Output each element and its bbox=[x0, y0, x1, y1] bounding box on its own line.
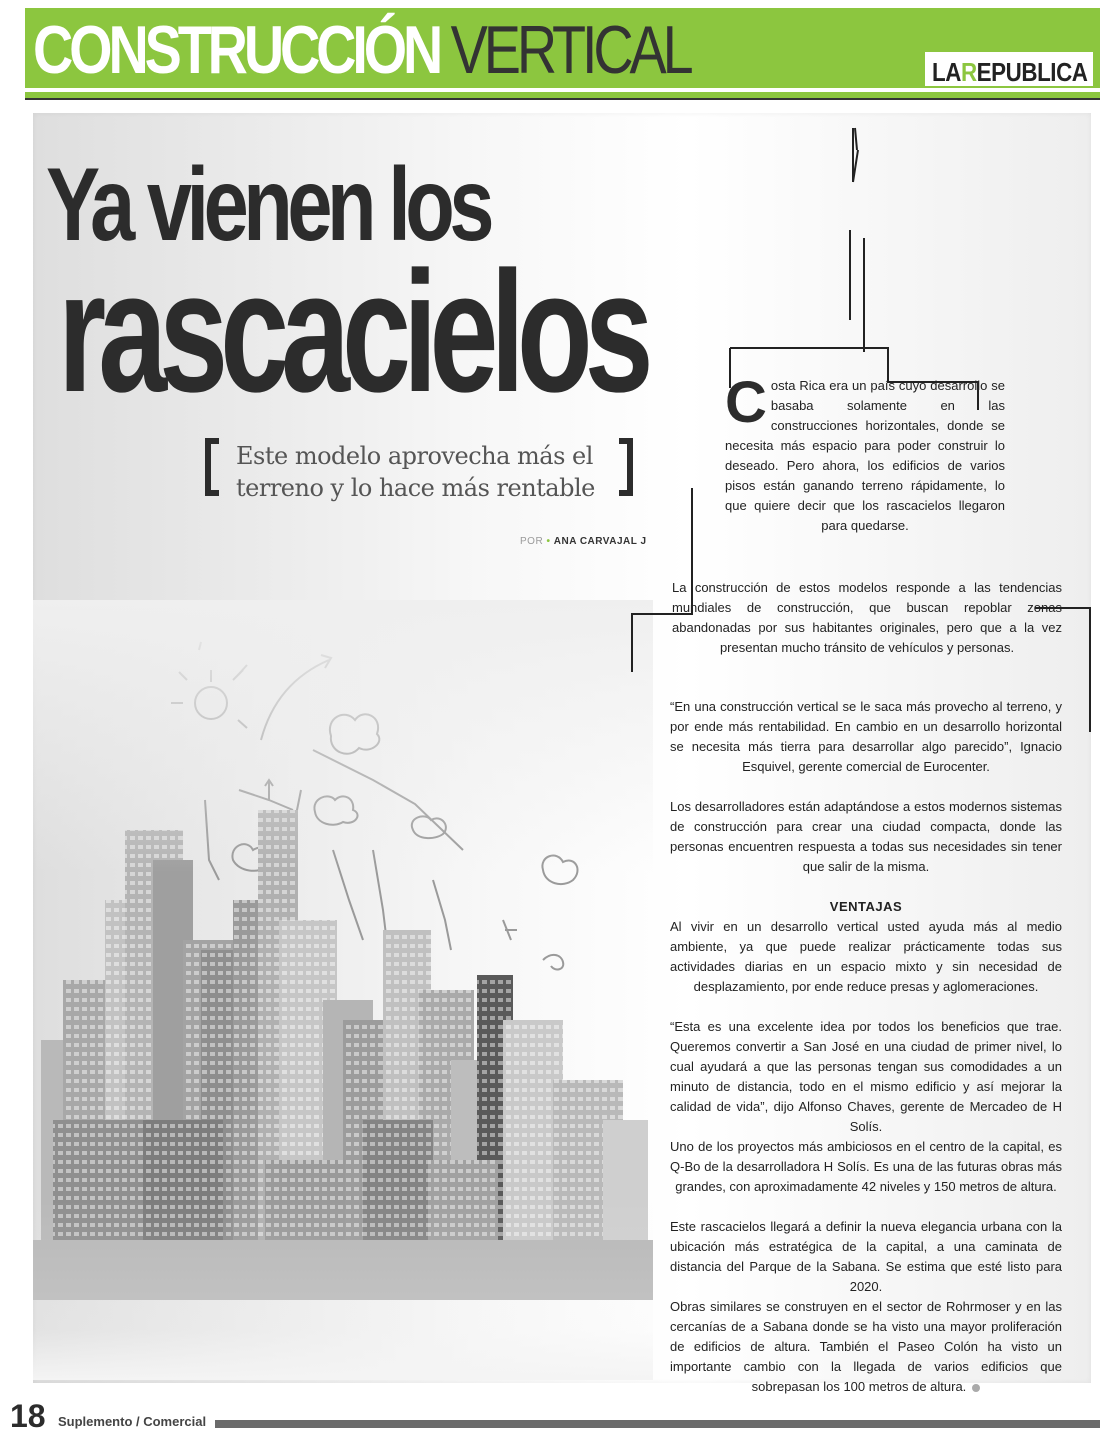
byline-por: POR bbox=[520, 536, 544, 547]
headline-line-1: Ya vienen los bbox=[46, 147, 490, 263]
logo-part-r: R bbox=[960, 57, 977, 87]
article-paragraph-9 bbox=[670, 1297, 1062, 1397]
headline-line-2: rascacielos bbox=[58, 236, 646, 428]
article-paragraph-7: Uno de los proyectos más ambiciosos en el centro de la capital, es Q-Bo de la desarrolladora H Solís. Es una de las futuras obras más grandes, con aproximadamente 42 niveles y 150 metros de altura. bbox=[670, 1139, 1062, 1194]
byline-author: ANA CARVAJAL J bbox=[553, 536, 647, 547]
section-title bbox=[33, 14, 690, 86]
end-mark-icon bbox=[972, 1384, 980, 1392]
page-number: 18 bbox=[10, 1398, 46, 1434]
byline-bullet: • bbox=[546, 536, 551, 547]
article-paragraph-6: “Esta es una excelente idea por todos los beneficios que trae. Queremos convertir a San José en una ciudad de primer nivel, lo cual ayudará a que las personas tengan sus comodidades a un minuto de distancia, todo en el mismo edificio y así mejorar la calidad de vida”, dijo Alfonso Chaves, gerente de Mercadeo de H Solís. bbox=[670, 1019, 1062, 1134]
city-buildings bbox=[33, 600, 653, 1380]
article-paragraph-3: “En una construcción vertical se le saca más provecho al terreno, y por ende más rentabilidad. En cambio en un desarrollo horizontal se necesita más tierra para desarrollar algo parecido”, Ignacio Esquivel, gerente comercial de Eurocenter. bbox=[670, 699, 1062, 774]
subtitle: Este modelo aprovecha más el terreno y lo hace más rentable bbox=[236, 442, 595, 502]
bracket-left bbox=[205, 438, 219, 496]
publication-logo bbox=[932, 57, 1088, 88]
logo-part-a: LA bbox=[932, 57, 961, 87]
article-paragraph-8: Este rascacielos llegará a definir la nueva elegancia urbana con la ubicación más estratégica de la capital, a una caminata de distancia del Parque de la Sabana. Se estima que esté listo para 2020. bbox=[670, 1219, 1062, 1294]
article-paragraph-5: Al vivir en un desarrollo vertical usted ayuda más al medio ambiente, ya que puede realizar prácticamente todas sus actividades diarias en un espacio mixto y sin necesidad de desplazamiento, por ende reduce presas y aglomeraciones. bbox=[670, 919, 1062, 994]
article-p1-text: osta Rica era un país cuyo desarrollo se basaba solamente en las construcciones horizontales, donde se necesita más espacio para poder construir lo deseado. Pero ahora, los edificios de varios pisos están ganando terreno rápidamente, lo que quiere decir que los rascacielos llegaron para quedarse. bbox=[725, 378, 1005, 533]
article-paragraph-2: La construcción de estos modelos responde a las tendencias mundiales de construcción, que buscan repoblar zonas abandonadas por sus habitantes originales, pero que a la vez presentan mucho tránsito de vehículos y personas. bbox=[672, 580, 1062, 655]
article-paragraph-1 bbox=[725, 370, 1005, 536]
section-title-strong: CONSTRUCCIÓN bbox=[33, 12, 440, 88]
article-paragraph-4: Los desarrolladores están adaptándose a estos modernos sistemas de construcción para crear una ciudad compacta, donde las personas encuentren respuesta a todas sus necesidades sin tener que salir de la misma. bbox=[670, 799, 1062, 874]
footer-rule bbox=[215, 1420, 1100, 1428]
city-skyline-illustration bbox=[33, 600, 653, 1380]
header-rule-dark bbox=[25, 98, 1100, 100]
article-p9-text: Obras similares se construyen en el sector de Rohrmoser y en las cercanías de a Sabana donde se ha visto una mayor proliferación de edificios de altura. También el Paseo Colón ha visto un importante cambio con la llegada de varios edificios que sobrepasan los 100 metros de altura. bbox=[670, 1299, 1062, 1394]
dropcap: C bbox=[725, 370, 767, 435]
section-title-light: VERTICAL bbox=[450, 12, 690, 88]
footer-label: Suplemento / Comercial bbox=[58, 1414, 207, 1429]
section-heading-ventajas: VENTAJAS bbox=[829, 899, 903, 914]
logo-part-b: EPUBLICA bbox=[976, 57, 1088, 87]
